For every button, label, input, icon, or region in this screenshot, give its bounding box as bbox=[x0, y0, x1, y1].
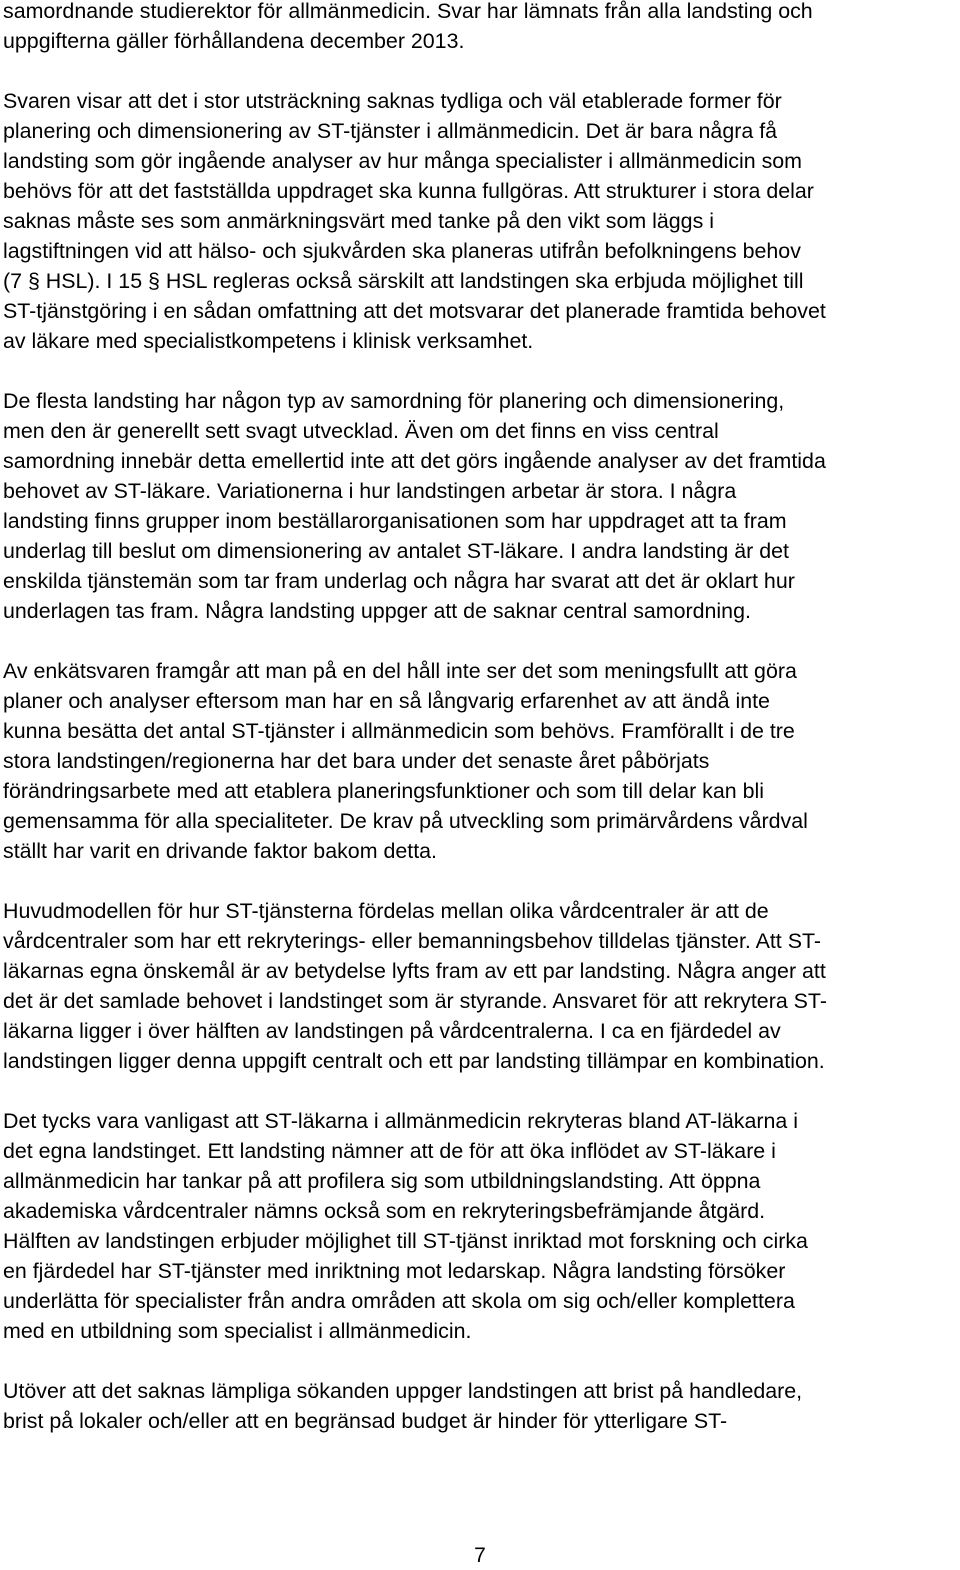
text-line: behövs för att det fastställda uppdraget ska kunna fullgöras. Att strukturer i stora delar bbox=[3, 179, 814, 203]
text-line: saknas måste ses som anmärkningsvärt med tanke på den vikt som läggs i bbox=[3, 209, 714, 233]
text-line: uppgifterna gäller förhållandena december 2013. bbox=[3, 29, 465, 53]
text-line: Hälften av landstingen erbjuder möjlighet till ST-tjänst inriktad mot forskning och cirka bbox=[3, 1229, 808, 1253]
paragraph bbox=[3, 1106, 958, 1346]
text-line: underlagen tas fram. Några landsting uppger att de saknar central samordning. bbox=[3, 599, 751, 623]
text-line: landsting som gör ingående analyser av hur många specialister i allmänmedicin som bbox=[3, 149, 802, 173]
text-line: ställt har varit en drivande faktor bakom detta. bbox=[3, 839, 437, 863]
text-line: en fjärdedel har ST-tjänster med inriktning mot ledarskap. Några landsting försöker bbox=[3, 1259, 786, 1283]
text-line: behovet av ST-läkare. Variationerna i hur landstingen arbetar är stora. I några bbox=[3, 479, 737, 503]
text-line: läkarnas egna önskemål är av betydelse lyfts fram av ett par landsting. Några anger att bbox=[3, 959, 826, 983]
text-line: enskilda tjänstemän som tar fram underlag och några har svarat att det är oklart hur bbox=[3, 569, 795, 593]
text-line: det egna landstinget. Ett landsting nämner att de för att öka inflödet av ST-läkare i bbox=[3, 1139, 776, 1163]
paragraph bbox=[3, 386, 958, 626]
paragraph bbox=[3, 896, 958, 1076]
paragraph bbox=[3, 0, 958, 56]
paragraph bbox=[3, 656, 958, 866]
text-line: planering och dimensionering av ST-tjänster i allmänmedicin. Det är bara några få bbox=[3, 119, 778, 143]
text-line: läkarna ligger i över hälften av landstingen på vårdcentralerna. I ca en fjärdedel av bbox=[3, 1019, 781, 1043]
text-line: Av enkätsvaren framgår att man på en del håll inte ser det som meningsfullt att göra bbox=[3, 659, 797, 683]
text-line: gemensamma för alla specialiteter. De krav på utveckling som primärvårdens vårdval bbox=[3, 809, 808, 833]
text-line: landsting finns grupper inom beställarorganisationen som har uppdraget att ta fram bbox=[3, 509, 787, 533]
text-line: allmänmedicin har tankar på att profilera sig som utbildningslandsting. Att öppna bbox=[3, 1169, 761, 1193]
text-line: vårdcentraler som har ett rekryterings- eller bemanningsbehov tilldelas tjänster. Att ST- bbox=[3, 929, 821, 953]
text-line: men den är generellt sett svagt utvecklad. Även om det finns en viss central bbox=[3, 419, 719, 443]
text-line: landstingen ligger denna uppgift centralt och ett par landsting tillämpar en kombination. bbox=[3, 1049, 825, 1073]
text-line: Det tycks vara vanligast att ST-läkarna i allmänmedicin rekryteras bland AT-läkarna i bbox=[3, 1109, 798, 1133]
text-line: samordning innebär detta emellertid inte att det görs ingående analyser av det framtida bbox=[3, 449, 826, 473]
text-line: det är det samlade behovet i landstinget som är styrande. Ansvaret för att rekrytera ST- bbox=[3, 989, 827, 1013]
text-line: ST-tjänstgöring i en sådan omfattning att det motsvarar det planerade framtida behovet bbox=[3, 299, 826, 323]
document-body bbox=[3, 0, 958, 1466]
text-line: Huvudmodellen för hur ST-tjänsterna fördelas mellan olika vårdcentraler är att de bbox=[3, 899, 769, 923]
paragraph bbox=[3, 86, 958, 356]
page-number: 7 bbox=[474, 1544, 486, 1567]
text-line: (7 § HSL). I 15 § HSL regleras också särskilt att landstingen ska erbjuda möjlighet till bbox=[3, 269, 804, 293]
text-line: förändringsarbete med att etablera planeringsfunktioner och som till delar kan bli bbox=[3, 779, 764, 803]
text-line: underlag till beslut om dimensionering av antalet ST-läkare. I andra landsting är det bbox=[3, 539, 789, 563]
text-line: Svaren visar att det i stor utsträckning saknas tydliga och väl etablerade former för bbox=[3, 89, 782, 113]
text-line: med en utbildning som specialist i allmänmedicin. bbox=[3, 1319, 472, 1343]
text-line: De flesta landsting har någon typ av samordning för planering och dimensionering, bbox=[3, 389, 785, 413]
text-line: underlätta för specialister från andra områden att skola om sig och/eller komplettera bbox=[3, 1289, 795, 1313]
text-line: brist på lokaler och/eller att en begränsad budget är hinder för ytterligare ST- bbox=[3, 1409, 728, 1433]
text-line: planer och analyser eftersom man har en så långvarig erfarenhet av att ändå inte bbox=[3, 689, 770, 713]
text-line: akademiska vårdcentraler nämns också som en rekryteringsbefrämjande åtgärd. bbox=[3, 1199, 766, 1223]
text-line: av läkare med specialistkompetens i klinisk verksamhet. bbox=[3, 329, 534, 353]
text-line: stora landstingen/regionerna har det bara under det senaste året påbörjats bbox=[3, 749, 710, 773]
text-line: lagstiftningen vid att hälso- och sjukvården ska planeras utifrån befolkningens behov bbox=[3, 239, 801, 263]
text-line: Utöver att det saknas lämpliga sökanden uppger landstingen att brist på handledare, bbox=[3, 1379, 803, 1403]
text-line: samordnande studierektor för allmänmedicin. Svar har lämnats från alla landsting och bbox=[3, 0, 813, 23]
text-line: kunna besätta det antal ST-tjänster i allmänmedicin som behövs. Framförallt i de tre bbox=[3, 719, 795, 743]
paragraph bbox=[3, 1376, 958, 1436]
